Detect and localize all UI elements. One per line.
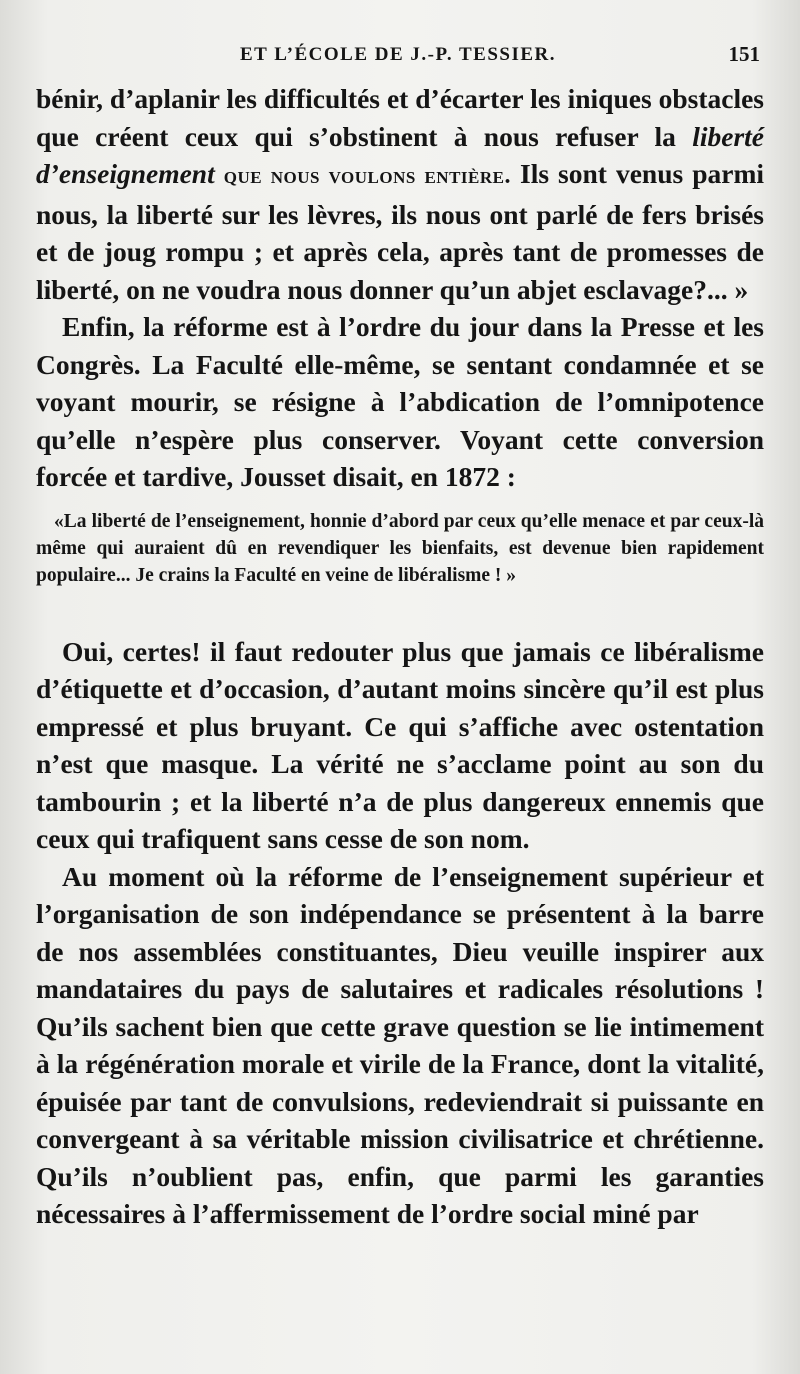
page-body [36,80,764,1233]
paragraph-1-end: Ils sont venus parmi nous, la liberté sur les lèvres, ils nous ont parlé de fers brisés et de joug rompu ; et après cela, après tant de promesses de liberté, on ne voudra nous donner qu’un abjet esclavage?... » [36,158,764,305]
small-caps-phrase: que nous voulons entière. [223,163,511,189]
paragraph-2: Enfin, la réforme est à l’ordre du jour dans la Presse et les Congrès. La Faculté elle-même, se sentant condamnée et se voyant mourir, se résigne à l’abdication de l’omnipotence qu’elle n’espère plus conserver. Voyant cette conversion forcée et tardive, Jousset disait, en 1872 : [36,311,764,492]
paragraph-3: Oui, certes! il faut redouter plus que jamais ce libéralisme d’étiquette et d’occasion, d’autant moins sincère qu’il est plus empressé et plus bruyant. Ce qui s’affiche avec ostentation n’est que masque. La vérité ne s’acclame point au son du tambourin ; et la liberté n’a de plus dangereux ennemis que ceux qui trafiquent sans cesse de son nom. [36,635,764,854]
running-head [36,40,760,72]
block-quote: «La liberté de l’enseignement, honnie d’abord par ceux qu’elle menace et par ceux-là même qui auraient dû en revendiquer les bienfaits, est devenue bien rapidement populaire... Je crains la Faculté en veine de libéralisme ! » [36,510,764,586]
italic-phrase: liberté d’enseignement [36,120,764,189]
page-number: 151 [728,42,760,66]
running-title: ET L’ÉCOLE DE J.-P. TESSIER. [239,44,557,65]
paragraph-1-start: bénir, d’aplanir les difficultés et d’écarter les iniques obstacles que créent ceux qui s’obstinent à nous refuser la [36,83,764,152]
paragraph-1 [36,80,764,308]
paragraph-4: Au moment où la réforme de l’enseignement supérieur et l’organisation de son indépendance se présentent à la barre de nos assemblées constituantes, Dieu veuille inspirer aux mandataires du pays de salutaires et radicales résolutions ! Qu’ils sachent bien que cette grave question se lie intimement à la régénération morale et virile de la France, dont la vitalité, épuisée par tant de convulsions, redeviendrait si puissante en convergeant à sa véritable mission civilisatrice et chrétienne. Qu’ils n’oublient pas, enfin, que parmi les garanties nécessaires à l’affermissement de l’ordre social miné par [36,860,764,1229]
